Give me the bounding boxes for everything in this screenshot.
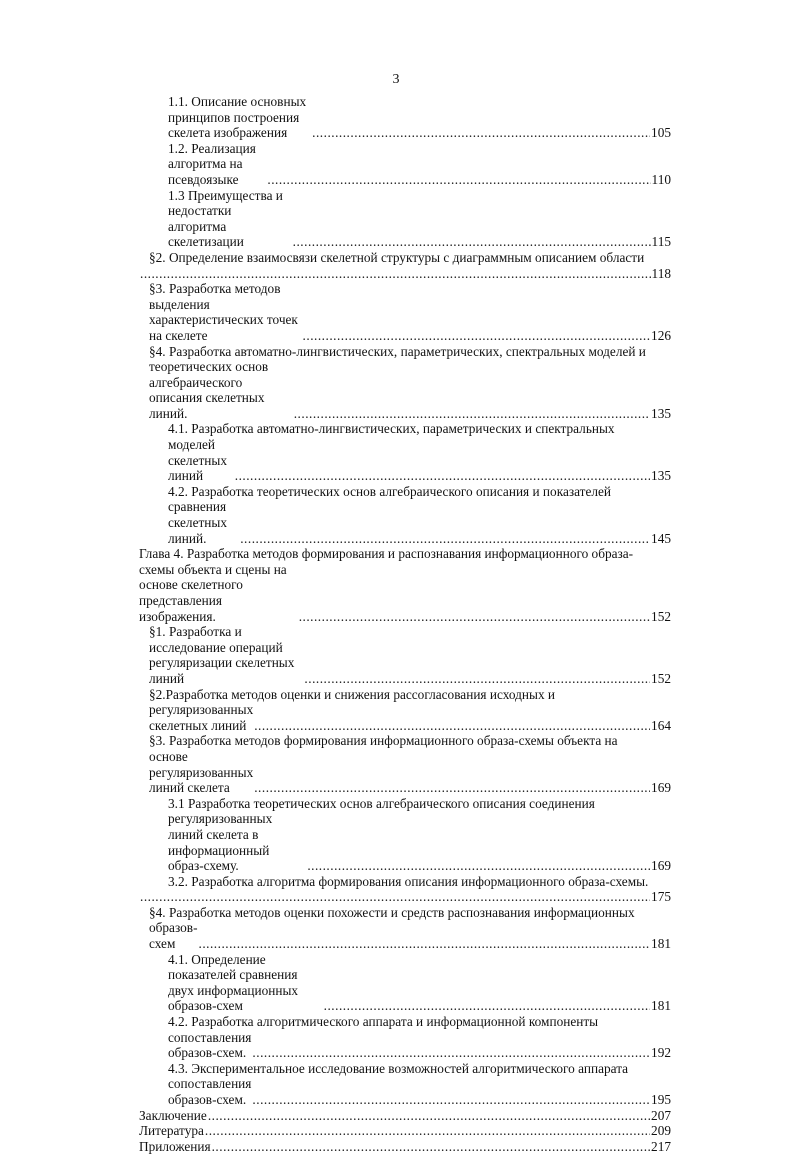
toc-page-number: 195 (651, 1092, 671, 1107)
toc-entry[interactable] (139, 702, 671, 733)
toc-entry-text: 3.2. Разработка алгоритма формирования описания информационного образа-схемы. (168, 873, 649, 889)
toc-entry-line (139, 344, 671, 360)
dot-leader (235, 468, 650, 484)
toc-entry-text: сопоставления образов-схем. (168, 1076, 252, 1107)
toc-entry-text: Литература (139, 1123, 204, 1139)
toc-entry[interactable] (139, 94, 671, 141)
toc-entry-text: §2. Определение взаимосвязи скелетной структуры с диаграммным описанием области (149, 249, 645, 265)
dot-leader (304, 671, 650, 687)
toc-page-number: 181 (651, 998, 671, 1014)
toc-entry[interactable] (139, 1030, 671, 1061)
toc-entry-line (139, 250, 671, 266)
toc-entry[interactable] (139, 1108, 671, 1124)
toc-entry-text: схемы объекта и сцены на основе скелетного представления изображения. (139, 561, 287, 624)
dot-leader (267, 172, 650, 188)
toc-entry[interactable] (139, 281, 671, 343)
toc-entry[interactable] (139, 811, 671, 873)
toc-entry-text: 3.1 Разработка теоретических основ алгебраического описания соединения (168, 795, 595, 811)
toc-entry-line (139, 546, 671, 562)
toc-page-number: 126 (651, 327, 671, 343)
toc-entry[interactable] (139, 141, 671, 188)
toc-page-number: 217 (651, 1138, 671, 1154)
dot-leader (324, 998, 650, 1014)
toc-page-number: 115 (651, 234, 671, 250)
toc-entry[interactable] (139, 624, 671, 686)
toc-entry-text: теоретических основ алгебраического описания скелетных линий. (149, 359, 269, 421)
toc-entry[interactable] (139, 952, 671, 1014)
toc-entry-line (139, 796, 671, 812)
toc-entry-text: основе регуляризованных линий скелета (149, 748, 254, 796)
toc-entry-text: §4. Разработка методов оценки похожести и средств распознавания информационных (149, 904, 635, 920)
toc-entry-text: регуляризованных линий скелета в информационный образ-схему. (168, 811, 273, 874)
dot-leader (293, 234, 651, 250)
toc-entry-text: регуляризованных скелетных линий (149, 702, 254, 733)
toc-entry[interactable] (139, 749, 671, 796)
toc-entry[interactable] (139, 437, 671, 484)
dot-leader (294, 406, 650, 422)
dot-leader (140, 889, 650, 905)
toc-entry-text: Приложения (139, 1138, 211, 1154)
toc-page-number: 105 (651, 125, 671, 141)
toc-page-number: 175 (651, 889, 671, 905)
toc-page-number: 192 (651, 1045, 671, 1061)
toc-entry-text: Глава 4. Разработка методов формирования и распознавания информационного образа- (139, 546, 634, 562)
toc-entry[interactable] (139, 188, 671, 250)
toc-entry-text: 1.2. Реализация алгоритма на псевдоязыке (168, 140, 256, 187)
toc-page-number: 118 (651, 265, 671, 281)
toc-entry-text: §4. Разработка автоматно-лингвистических, параметрических, спектральных моделей и (149, 343, 646, 359)
dot-leader (303, 328, 651, 344)
dot-leader (252, 1092, 650, 1108)
toc-entry[interactable] (139, 359, 671, 421)
toc-page-number: 135 (651, 468, 671, 484)
toc-entry-line (139, 421, 671, 437)
dot-leader (312, 125, 650, 141)
toc-page-number: 169 (651, 780, 671, 796)
toc-entry-text: 4.2. Разработка алгоритмического аппарата и информационной компоненты (168, 1014, 599, 1030)
toc-entry-text: образов-схем (149, 920, 198, 952)
toc-page-number: 169 (651, 858, 671, 874)
dot-leader (205, 1123, 650, 1139)
toc-entry-line (139, 1061, 671, 1077)
dot-leader (212, 1139, 650, 1154)
toc-entry[interactable] (139, 266, 671, 282)
toc-entry-line (139, 905, 671, 921)
toc-entry[interactable] (139, 1139, 671, 1154)
toc-page-number: 152 (651, 608, 671, 624)
toc-page-number: 110 (651, 171, 671, 187)
toc-entry-text: §3. Разработка методов формирования информационного образа-схемы объекта на (149, 733, 618, 749)
toc-entry-line (139, 484, 671, 500)
toc-entry-text: 4.1. Разработка автоматно-лингвистических, параметрических и спектральных (168, 421, 615, 437)
toc-entry-line (139, 733, 671, 749)
toc-entry-text: 4.1. Определение показателей сравнения двух информационных образов-схем (168, 951, 299, 1014)
toc-entry[interactable] (139, 562, 671, 624)
toc-entry-text: 4.3. Экспериментальное исследование возможностей алгоритмического аппарата (168, 1060, 629, 1076)
toc-entry-text: Заключение (139, 1107, 207, 1123)
dot-leader (199, 936, 651, 952)
toc-entry-text: сравнения скелетных линий. (168, 499, 227, 546)
toc-entry[interactable] (139, 499, 671, 546)
dot-leader (299, 609, 650, 625)
toc-entry-text: моделей скелетных линий (168, 437, 227, 484)
toc-entry[interactable] (139, 1123, 671, 1139)
dot-leader (254, 780, 650, 796)
toc-entry[interactable] (139, 1076, 671, 1107)
toc-entry-text: §2.Разработка методов оценки и снижения рассогласования исходных и (149, 686, 556, 702)
dot-leader (240, 531, 650, 547)
toc-entry-text: §1. Разработка и исследование операций регуляризации скелетных линий (149, 624, 295, 686)
toc-entry-text: 1.1. Описание основных принципов построения скелета изображения (168, 94, 307, 141)
toc-entry-line (139, 687, 671, 703)
dot-leader (252, 1045, 650, 1061)
toc-page-number: 164 (651, 717, 671, 733)
toc-entry-text: 1.3 Преимущества и недостатки алгоритма скелетизации (168, 187, 283, 250)
toc-entry-text: 4.2. Разработка теоретических основ алгебраического описания и показателей (168, 483, 612, 499)
toc-page-number: 181 (651, 936, 671, 952)
toc-page-number: 135 (651, 405, 671, 421)
page-number: 3 (392, 72, 400, 87)
toc-page-number: 145 (651, 530, 671, 546)
toc-entry-line (139, 874, 671, 890)
dot-leader (140, 266, 651, 282)
toc-entry-text: §3. Разработка методов выделения характеристических точек на скелете (149, 281, 298, 343)
toc-entry[interactable] (139, 920, 671, 951)
toc-page-number: 209 (651, 1123, 671, 1139)
toc-page-number: 207 (651, 1107, 671, 1123)
table-of-contents (139, 94, 671, 1154)
toc-entry-line (139, 1014, 671, 1030)
toc-page-number: 152 (651, 670, 671, 686)
dot-leader (254, 718, 650, 734)
dot-leader (208, 1108, 650, 1124)
toc-entry[interactable] (139, 889, 671, 905)
toc-entry-text: сопоставления образов-схем. (168, 1029, 252, 1061)
dot-leader (307, 858, 650, 874)
